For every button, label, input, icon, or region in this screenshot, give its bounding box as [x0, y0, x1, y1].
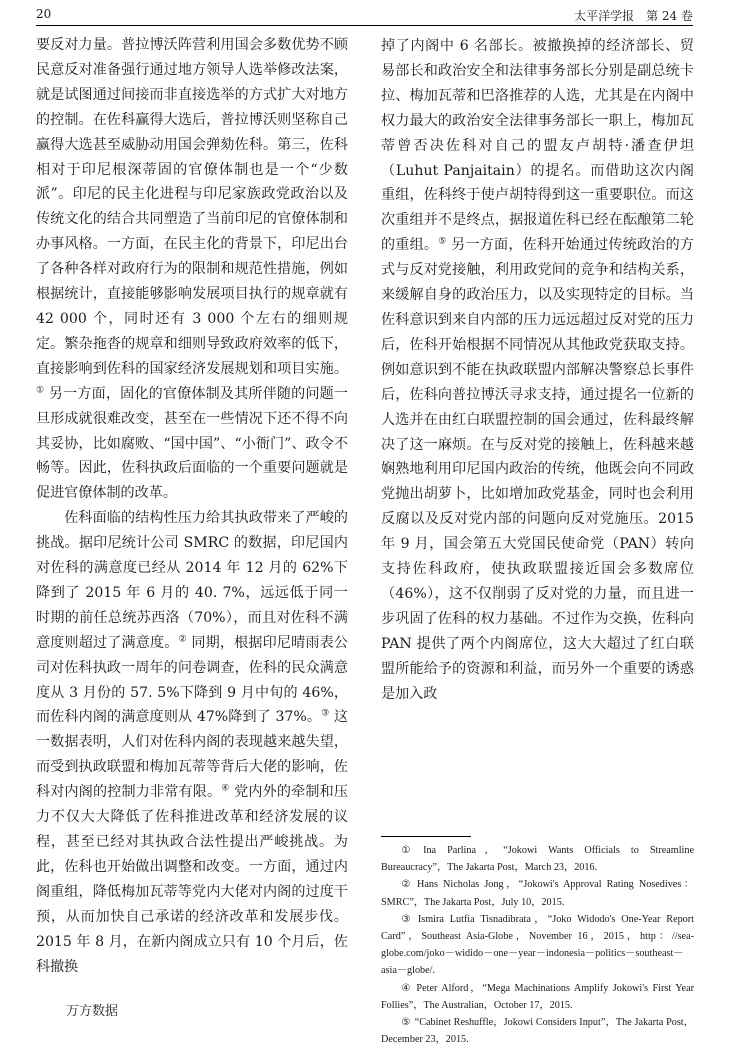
paragraph: 要反对力量。普拉博沃阵营利用国会多数优势不顾民意反对准备强行通过地方领导人选举修改法案，就是试图通过间接而非直接选举的方式扩大对地方的控制。在佐科赢得大选后，普拉博沃则坚称自己赢得大选甚至威胁动用国会弹劾佐科。第三，佐科相对于印尼根深蒂固的官僚体制也是一个“少数派”。印尼的民主化进程与印尼家族政党政治以及传统文化的结合共同塑造了当前印尼的官僚体制和办事风格。一方面，在民主化的背景下，印尼出台了各种各样对政府行为的限制和规范性措施，例如根据统计，直接能够影响发展项目执行的规章就有 42 000 个，同时还有 3 000 个左右的细则规定。繁杂拖沓的规章和细则导致政府效率的低下，直接影响到佐科的国家经济发展规划和项目实施。① 另一方面，固化的官僚体制及其所伴随的问题一旦形成就很难改变，甚至在一些情况下还不得不向其妥协，比如腐败、“国中国”、“小衙门”、政令不畅等。因此，佐科执政后面临的一个重要问题就是促进官僚体制的改革。 — [36, 37, 348, 502]
footnote-ref: ④ — [221, 783, 230, 794]
footnotes — [381, 842, 694, 1048]
paragraph: 佐科面临的结构性压力给其执政带来了严峻的挑战。据印尼统计公司 SMRC 的数据，印尼国内对佐科的满意度已经从 2014 年 12 月的 62%下降到了 2015 年 6 月的 40. 7%，远远低于同一时期的前任总统苏西洛（70%），而且对佐科不满意度则超过了满意度。② 同期，根据印尼晴雨表公司对佐科执政一周年的问卷调查，佐科的民众满意度从 3 月份的 57. 5%下降到 9 月中旬的 46%，而佐科内阁的满意度则从 47%降到了 37%。③ 这一数据表明，人们对佐科内阁的表现越来越失望，而受到执政联盟和梅加瓦蒂等背后大佬的影响，佐科对内阁的控制力非常有限。④ 党内外的牵制和压力不仅大大降低了佐科推进改革和经济发展的议程，甚至已经对其执政合法性提出严峻挑战。为此，佐科也开始做出调整和改变。一方面，通过内阁重组，降低梅加瓦蒂等党内大佬对内阁的过度干预，从而加快自己承诺的经济改革和发展步伐。2015 年 8 月，在新内阁成立只有 10 个月后，佐科撤换 — [36, 510, 349, 975]
header-rule — [36, 25, 693, 26]
footnote: ④ Peter Alford，“Mega Machinations Amplify Jokowi's First Year Follies”，The Australian，October 17，2015. — [381, 982, 694, 1011]
footnote: ⑤ “Cabinet Reshuffle，Jokowi Considers Input”，The Jakarta Post，December 23，2015. — [381, 1017, 694, 1046]
page-header — [36, 0, 693, 26]
left-column — [36, 33, 348, 979]
watermark: 万方数据 — [66, 1004, 119, 1019]
footnote: ① Ina Parlina，“Jokowi Wants Officials to Streamline Bureaucracy”，The Jakarta Post，March 23，2016. — [381, 845, 695, 874]
footnote: ③ Ismira Lutfia Tisnadibrata，“Joko Widodo's One-Year Report Card”，Southeast Asia-Globe，November 16，2015，http：//sea-globe.com/joko－widido－one－year－indonesia－politics－southeast－asia－globe/. — [381, 913, 695, 977]
footnote-ref: ② — [178, 634, 187, 645]
paragraph: 掉了内阁中 6 名部长。被撤换掉的经济部长、贸易部长和政治安全和法律事务部长分别是副总统卡拉、梅加瓦蒂和巴洛推荐的人选，尤其是在内阁中权力最大的政治安全法律事务部长一职上，梅加瓦蒂曾否决佐科对自己的盟友卢胡特·潘查伊坦（Luhut Panjaitain）的提名。而借助这次内阁重组，佐科终于使卢胡特得到这一重要职位。而这次重组并不是终点，据报道佐科已经在酝酿第二轮的重组。⑤ 另一方面，佐科开始通过传统政治的方式与反对党接触，利用政党间的竞争和结构关系，来缓解自身的政治压力，以及实现特定的目标。当佐科意识到来自内部的压力远远超过反对党的压力后，佐科开始根据不同情况从其他政党获取支持。例如意识到不能在执政联盟内部解决警察总长事件后，佐科向普拉博沃寻求支持，通过提名一位新的人选并在由红白联盟控制的国会通过，佐科最终解决了这一麻烦。在与反对党的接触上，佐科越来越娴熟地利用印尼国内政治的传统，他既会向不同政党抛出胡萝卜，比如增加政党基金，同时也会利用反腐以及反对党内部的问题向反对党施压。2015 年 9 月，国会第五大党国民使命党（PAN）转向支持佐科政府，使执政联盟接近国会多数席位（46%），这不仅削弱了反对党的力量，而且进一步巩固了佐科的权力基础。不过作为交换，佐科向 PAN 提供了两个内阁席位，这大大超过了红白联盟所能给予的资源和利益，而另外一个重要的诱惑是加入政 — [381, 38, 694, 702]
footnote-rule — [381, 836, 471, 837]
running-title: 太平洋学报 第 24 卷 — [574, 9, 693, 23]
page-number: 20 — [36, 7, 52, 21]
footnote-ref: ⑤ — [438, 236, 447, 247]
right-column — [381, 34, 694, 706]
footnote-ref: ① — [36, 385, 45, 395]
footnote: ② Hans Nicholas Jong，“Jokowi's Approval Rating Nosedives：SMRC”，The Jakarta Post，July 10，2015. — [381, 879, 694, 908]
footnote-ref: ③ — [321, 708, 330, 719]
